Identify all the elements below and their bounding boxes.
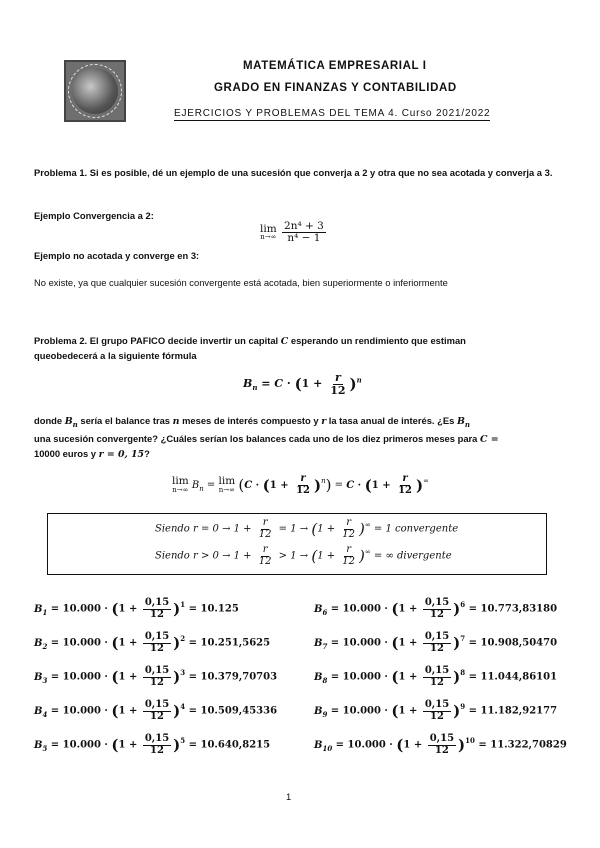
balance-label: $B_6$ [314,603,328,617]
balance-index: 5 [42,743,48,753]
university-logo [64,60,126,122]
example-convergence-label: Ejemplo Convergencia a 2: [34,210,154,221]
case-r-zero: Siendo r = 0 → 1 + $\frac{r}{12}$ = 1 → (1 + $\frac{r}{12}$ )∞ = 1 convergente [155,517,459,540]
rate-fraction: $\frac{0,15}{12}$ [144,597,170,620]
balance-result: 10.125 [200,603,239,615]
balance-equation-7: $B_7 = 10.000 \cdot (1$ + $\frac{0,15}{12}$ )$^7$ = 10.908,50470 [314,631,558,654]
balance-result: 10.379,70703 [200,671,278,683]
balance-label: $B_3$ [34,671,48,685]
limit-expression [260,221,328,244]
limit-derivation: lim n→∞ $B_n$ = lim n→∞ (C · (1 + $\frac{r}{12}$ )$^n$) = C · (1 + $\frac{r}{12}$ )∞ [172,473,429,496]
balance-label: $B_5$ [34,739,48,753]
balance-label: $B_9$ [314,705,328,719]
balance-label: $B_8$ [314,671,328,685]
balance-result: 11.044,86101 [480,671,558,683]
problema1-title: Problema 1. [34,167,88,178]
problema1-statement [34,166,562,180]
balance-exponent: 10 [465,736,475,746]
balance-result: 10.251,5625 [200,637,271,649]
balance-index: 2 [42,641,48,651]
balance-equation-3: $B_3 = 10.000 \cdot (1$ + $\frac{0,15}{12}$ )$^3$ = 10.379,70703 [34,665,278,688]
balance-exponent: 5 [180,736,186,746]
balance-exponent: 3 [180,668,186,678]
rate-fraction: $\frac{0,15}{12}$ [424,699,450,722]
rate-fraction: $\frac{0,15}{12}$ [424,665,450,688]
balance-exponent: 4 [180,702,186,712]
balance-exponent: 8 [460,668,466,678]
rate-fraction: $\frac{0,15}{12}$ [429,733,455,756]
balance-exponent: 7 [460,634,466,644]
lim-operator: lim n→∞ [260,222,277,242]
balance-index: 7 [322,641,328,651]
balance-label: $B_7$ [314,637,328,651]
balance-label: $B_4$ [34,705,48,719]
page-number: 1 [286,791,292,802]
problema2-statement: Problema 2. El grupo PAFICO decide invertir un capital C esperando un rendimiento que estiman queobedecerá a la siguiente fórmula [34,335,466,361]
balance-equation-6: $B_6 = 10.000 \cdot (1$ + $\frac{0,15}{12}$ )$^6$ = 10.773,83180 [314,597,558,620]
balance-index: 3 [42,675,48,685]
balance-label: $B_{10}$ [314,739,333,753]
balance-equation-1: $B_1 = 10.000 \cdot (1$ + $\frac{0,15}{12}$ )$^1$ = 10.125 [34,597,239,620]
balance-exponent: 2 [180,634,186,644]
balance-result: 10.640,8215 [200,739,271,751]
rate-fraction: $\frac{0,15}{12}$ [144,631,170,654]
balance-exponent: 9 [460,702,466,712]
balance-label: $B_1$ [34,603,48,617]
balance-index: 10 [322,743,333,753]
example-unbounded-label: Ejemplo no acotada y converge en 3: [34,250,200,261]
rate-fraction: $\frac{0,15}{12}$ [424,631,450,654]
balance-label: $B_2$ [34,637,48,651]
balance-exponent: 6 [460,600,466,610]
balance-result: 10.509,45336 [200,705,278,717]
rate-fraction: $\frac{0,15}{12}$ [144,733,170,756]
balance-index: 1 [42,607,48,617]
case-r-positive: Siendo r > 0 → 1 + $\frac{r}{12}$ > 1 → (1 + $\frac{r}{12}$ )∞ = ∞ divergente [155,544,452,567]
rate-fraction: $\frac{0,15}{12}$ [144,665,170,688]
balance-result: 11.182,92177 [480,705,558,717]
problema2-question: donde $B_n$ sería el balance tras n meses de interés compuesto y r la tasa anual de interés. ¿Es $B_n$ una sucesión convergente? ¿Cuáles serían los balances cada uno de los diez primeros meses para C = 10000 euros y r = 0, 15? [34,415,499,460]
problema1-answer: No existe, ya que cualquier sucesión convergente está acotada, bien superiormente o inferiormente [34,277,448,288]
balance-result: 10.908,50470 [480,637,558,649]
header-degree: GRADO EN FINANZAS Y CONTABILIDAD [214,82,457,94]
balance-equation-4: $B_4 = 10.000 \cdot (1$ + $\frac{0,15}{12}$ )$^4$ = 10.509,45336 [34,699,278,722]
balance-result: 10.773,83180 [480,603,558,615]
balance-index: 6 [322,607,328,617]
balance-equation-9: $B_9 = 10.000 \cdot (1$ + $\frac{0,15}{12}$ )$^9$ = 11.182,92177 [314,699,558,722]
header-course: MATEMÁTICA EMPRESARIAL I [243,60,427,72]
balance-index: 9 [322,709,328,719]
header-subtitle: EJERCICIOS Y PROBLEMAS DEL TEMA 4. Curso 2021/2022 [174,108,491,119]
problema2-title: Problema 2. [34,335,88,346]
balance-exponent: 1 [180,600,186,610]
main-formula: $B_n = C \cdot (1$ + $\frac{r}{12}$ )$^n$ [243,371,362,397]
balance-index: 4 [42,709,48,719]
balance-equation-5: $B_5 = 10.000 \cdot (1$ + $\frac{0,15}{12}$ )$^5$ = 10.640,8215 [34,733,271,756]
balance-index: 8 [322,675,328,685]
rate-fraction: $\frac{0,15}{12}$ [424,597,450,620]
rate-fraction: $\frac{0,15}{12}$ [144,699,170,722]
balance-equation-2: $B_2 = 10.000 \cdot (1$ + $\frac{0,15}{12}$ )$^2$ = 10.251,5625 [34,631,271,654]
balance-equation-8: $B_8 = 10.000 \cdot (1$ + $\frac{0,15}{12}$ )$^8$ = 11.044,86101 [314,665,558,688]
logo-emblem-icon [72,68,118,114]
balance-equation-10: $B_{10} = 10.000 \cdot (1$ + $\frac{0,15}{12}$ )$^{10}$ = 11.322,70829 [314,733,567,756]
balance-result: 11.322,70829 [490,739,567,751]
problema1-text: Si es posible, dé un ejemplo de una sucesión que converja a 2 y otra que no sea acotada y converja a 3. [89,167,553,178]
limit-fraction: $\frac{\text{2n⁴ + 3}}{\text{n⁴ − 1}}$ [284,220,324,245]
